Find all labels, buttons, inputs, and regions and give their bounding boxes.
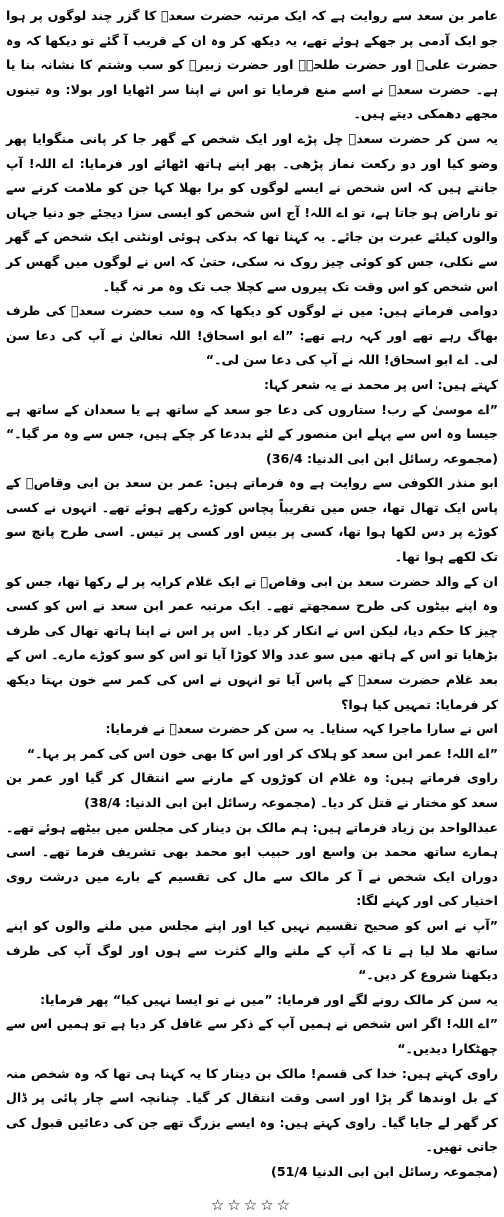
paragraph-amir-ibn-saad-narration: عامر بن سعد سے روایت ہے کہ ایک مرتبہ حضرت سعدؓ کا گزر چند لوگوں پر ہوا جو ایک آدمی پر جھکے ہوئے تھے، یہ دیکھ کر وہ ان کے قریب آ گئے تو دیکھا کہ وہ حضرت علیؓ اور حضرت طلحہؓ اور حضرت زبیرؓ کو سب وشتم کا نشانہ بنا یا ہے۔ حضرت سعدؓ نے اسے منع فرمایا تو اس نے اپنا سر اٹھایا اور بولا: وہ تینوں مجھے دھمکی دیتے ہیں۔ <box>6 4 498 127</box>
paragraph-slave-story: ان کے والد حضرت سعد بن ابی وقاصؓ نے ایک غلام کرایہ پر لے رکھا تھا، جس کو وہ اپنے بیٹوں کی طرح سمجھتے تھے۔ ایک مرتبہ عمر ابن سعد نے اس کو کسی چیز کا حکم دیا، لیکن اس نے انکار کر دیا۔ اس پر اس نے اپنا ہاتھ تھال کی طرف بڑھایا تو اس کے ہاتھ میں سو عدد والا کوڑا آیا تو اس کو سو کوڑے مارے۔ اس کے بعد غلام حضرت سعدؓ کے پاس آیا تو انہوں نے اس کی کمر سے خون بہتا دیکھ کر فرمایا: تمہیں کیا ہوا؟ <box>6 570 498 718</box>
paragraph-narrator-reference-38: راوی فرماتے ہیں: وہ غلام ان کوڑوں کے مارنے سے انتقال کر گیا اور عمر بن سعد کو مختار نے قتل کر دیا۔ (مجموعہ رسائل ابن ابی الدنیا: 38/4) <box>6 766 498 815</box>
paragraph-abu-mundhir-narration: ابو منذر الکوفی سے روایت ہے وہ فرماتے ہیں: عمر بن سعد بن ابی وقاصؓ کے پاس ایک تھال تھا، جس میں تقریباً پچاس کوڑے رکھے ہوئے تھے۔ انہوں نے کسی کوڑے پر دس لکھا ہوا تھا، کسی پر بیس اور کسی پر تیس۔ اسی طرح پانچ سو تک لکھے ہوا تھا۔ <box>6 471 498 569</box>
paragraph-malik-weeps: یہ سن کر مالک رونے لگے اور فرمایا: ”میں نے تو ایسا نہیں کیا“ پھر فرمایا: <box>6 988 498 1013</box>
paragraph-man-complaint: ”آپ نے اس کو صحیح تقسیم نہیں کیا اور اپنے مجلس میں ملنے والوں کو اپنے ساتھ ملا لیا ہے تا کہ آپ کے ملنے والے کثرت سے ہوں اور لوگ آپ کی طرف دیکھنا شروع کر دیں۔“ <box>6 914 498 988</box>
paragraph-muhammad-poem-intro: کہتے ہیں: اس پر محمد نے یہ شعر کہا: <box>6 373 498 398</box>
paragraph-slave-told-story: اس نے سارا ماجرا کہہ سنایا۔ یہ سن کر حضرت سعدؓ نے فرمایا: <box>6 717 498 742</box>
star-separator: ☆☆☆☆☆ <box>6 1193 498 1217</box>
paragraph-reference-51: (مجموعہ رسائل ابن ابی الدنیا 51/4) <box>6 1160 498 1185</box>
paragraph-poem-and-reference-36: ”اے موسیٰ کے رب! ستاروں کی دعا جو سعد کے ساتھ ہے یا سعدان کے ساتھ ہے جیسا وہ اس سے پہلے ابن منصور کے لئے بددعا کر چکے ہیں، جس سے وہ مر گیا۔“ (مجموعہ رسائل ابن ابی الدنیا: 36/4) <box>6 398 498 472</box>
paragraph-dawami-saying: دوامی فرماتے ہیں: میں نے لوگوں کو دیکھا کہ وہ سب حضرت سعدؓ کی طرف بھاگ رہے تھے اور کہہ رہے تھے: ”اے ابو اسحاق! اللہ تعالیٰ نے آپ کی دعا سن لی۔ اے ابو اسحاق! اللہ نے آپ کی دعا سن لی۔“ <box>6 299 498 373</box>
paragraph-abdul-wahid-narration: عبدالواحد بن زیاد فرماتے ہیں: ہم مالک بن دینار کی مجلس میں بیٹھے ہوئے تھے۔ ہمارے ساتھ محمد بن واسع اور حبیب ابو محمد بھی تشریف فرما تھے۔ اسی دوران ایک شخص نے آ کر مالک سے مال کی تقسیم کے بارے میں درشت روی اختیار کی اور کہنے لگا: <box>6 816 498 914</box>
paragraph-saad-prayer: یہ سن کر حضرت سعدؓ چل پڑے اور ایک شخص کے گھر جا کر پانی منگوایا پھر وضو کیا اور دو رکعت نماز پڑھی۔ پھر اپنے ہاتھ اٹھائے اور فرمایا: اے اللہ! آپ جانتے ہیں کہ اس شخص نے ایسے لوگوں کو برا بھلا کہا جن کو ملامت کرنے سے تو ناراض ہو جاتا ہے، تو اے اللہ! آج اس شخص کو ایسی سزا دیجئے جو دنیا جہاں والوں کیلئے عبرت بن جائے۔ یہ کہنا تھا کہ بدکی ہوئی اونٹنی ایک شخص کے گھر سے نکلی، جس کو کوئی چیز روک نہ سکی، حتیٰ کہ اس نے لوگوں میں گھس کر اس شخص کو اس وقت تک پیروں سے کچلا جب تک وہ مر نہ گیا۔ <box>6 127 498 299</box>
paragraph-man-died: راوی کہتے ہیں: خدا کی قسم! مالک بن دینار کا یہ کہنا ہی تھا کہ وہ شخص منہ کے بل اوندھا گر پڑا اور اسی وقت انتقال کر گیا۔ چنانچہ اسے چار پائی پر ڈال کر گھر لے جایا گیا۔ راوی کہتے ہیں: وہ ایسے بزرگ تھے جن کی دعائیں قبول کی جاتی تھیں۔ <box>6 1062 498 1160</box>
paragraph-saad-supplication: ”اے اللہ! عمر ابن سعد کو ہلاک کر اور اس کا بھی خون اس کی کمر پر بہا۔“ <box>6 742 498 767</box>
paragraph-malik-supplication: ”اے اللہ! اگر اس شخص نے ہمیں آپ کے ذکر سے غافل کر دیا ہے تو ہمیں اس سے چھٹکارا دیدیں۔“ <box>6 1012 498 1061</box>
